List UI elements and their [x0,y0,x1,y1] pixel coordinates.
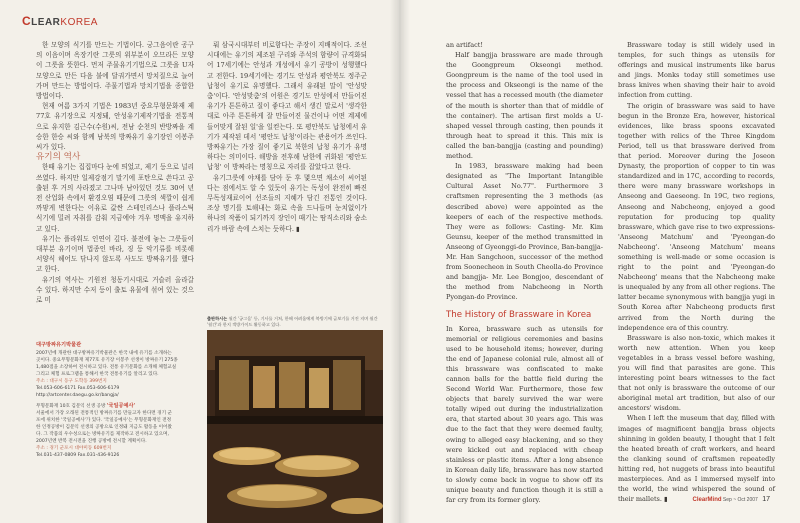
paragraph: 현재 여름 3가지 기법은 1983년 중요무형문화재 제77호 유기장으로 지정돼, 안성유기제작기법을 전통적으로 유지한 김근수(수원)씨, 전남 순천의 반방짜을 계승한 한승 씨와 함께 남북의 방짜유기 유기장인 이봉주씨가 있다. [36,102,194,152]
museum-info-box [36,342,194,514]
info-line: 1,480점을 소장하여 전시하고 있다. 전통 유기문화를 소개해 체험교실 [36,365,177,370]
info-line: 그리고 체험 프로그램을 통해서 한국 전통유기를 알리고 있다. [36,372,159,377]
paragraph: an artifact! [446,41,483,49]
brassware-photo [207,316,383,523]
paragraph: Half bangjja brassware are made through the Goongpreum Okseongi method. Goongpreum is the name of the tool used in the process and Okseongi is the name of the vessel that has a recessed mouth (the diameter of the mouth is shorter than that of middle of the container). The artisan first molds a U-shaped vessel through casting, then pounds it through heat to spread it this. This mix is called the ban-bangjja (casting and pounding) method. [446,51,603,161]
korean-column-2 [207,40,367,234]
museum-website-link[interactable]: http://artcenter.daegu.go.kr/bangja/ [36,393,119,398]
info-line: 서울에서 가장 오래된 전통적인 방짜유기를 만들고자 한다면 경기 군 [36,411,172,416]
section-heading-korean: 유기의 역사 [36,152,81,163]
museum-title: 대구방짜유기박물관 [36,342,82,348]
photo-caption: 출판하시는 월간 '궁그음' 등, 기사를 거쳐, 한해 어려움에게 북방기에 급보기를 거진 지며 월간 '월간'과 한지 객방가이드 활동하고 있다. [207,316,383,330]
paragraph: 뤄 삼국시대부터 비로함다는 주장이 지배적이다. 조선시대에는 유기의 제조된 구리와 주석의 함량이 규격화되어 17세기에는 안성과 개성에서 유기 공방이 성행했다고 전한다. 19세기에는 경기도 안성과 평안북도 정주군 납청이 유기로 유명했다. 그래서 유래된 말이 '안성맞춤'이다. '안성맞춤'의 어원은 경기도 안성에서 만들어진 유기가 튼튼하고 질이 좋다고 해서 생긴 말로서 '생각한 대로 아주 튼튼하게 잘 만들어진 물건이나 어떤 계제에 들어맞게 잘된 일'을 일컫는다. 또 평안북도 납청에서 유기가 제작된 데서 '평안도 납청'이라는 관용어가 쓰인다. 방짜유기는 가장 질이 좋기로 북한의 납청 유기가 유명하다는 의미이다. 해방을 전후해 남한에 귀화된 '평안도 납청' 이 방짜라는 명칭으로 자리를 잡았다고 한다. [207,41,367,172]
magazine-logo: CLEARKOREA [22,14,98,28]
paragraph: 한때 유기는 집집마다 눈에 띄었고, 제기 등으로 널리 쓰였다. 하지만 일제강점기 말기에 포탄으로 쓴다고 공출된 후 거의 사라졌고 그나마 남아있던 것도 30여 년 전 산업화 속에서 환경오염 때문에 그릇의 색깔이 쉽게 까맣게 변한다는 이유로 값싼 스테인리스나 플라스틱 식기에 밀려 자취를 감춰 지금에야 겨우 명맥을 유지하고 있다. [36,163,194,233]
paragraph: In 1983, brassware making had been designated as "The Important Intangible Cultural Asset No.77". Furthermore 3 craftsmen representing the 3 methods (as described above) were appointed as the keepers of each of the respective methods. They were as follows: Casting- Mr. Kim Geunsu, keeper of the method transmitted in Anseong of Gyeonggi-do Province, Ban-bangjja- Mr. Han Sangchoon, successor of the method from Soonecheon in South Cheolla-do Province and bangjja- Mr. Lee Bongjoo, descendant of the method from Nabcheong in North Pyongan-do Province. [446,162,603,302]
paragraph: In Korea, brassware such as utensils for memorial or religious ceremonies and basins used to be household items; however, during the end of Japanese colonial rule, almost all of this brassware was confiscated to make cannon balls for the battle field during the Second World War. Furthermore, those few objects that barely survived the war were totally wiped out during the industrialization era, that started about 30 years ago. This was due to the fact that they were deemed faulty, owing to alleged easy blackening, and so they were kicked out and replaced with cheap stainless or plastic items. After a long absence in Korean daily life, brassware has now started to slowly come back in vogue to show off its unique beauty and function though it is still a far cry from its former glory. [446,324,603,505]
info-line: 2007년에 개관한 대구방짜유기박물관은 한국 내에 유기를 소개하는 [36,351,172,356]
info-line: 한 인정공방이 김문익 선생의 공방으로 인정돼 지금도 활동을 이어왔 [36,425,172,430]
workshop-title: 무형문화재 10호 김문익 선생 공방 '국일공예사' [36,403,136,409]
brassware-display-illustration [207,316,383,523]
page-gutter [390,0,410,523]
info-line: 포에 위치한 '국일공예사'가 있다. '국일공예사'는 무형문화재인 전정 [36,418,172,423]
paragraph: 유기는 플라워도 인연이 깊다. 불전에 놓는 그릇들이 대부분 유기이며 법종인 바라, 징 등 악기류를 비롯해 서양식 헤어도 닦나지 않도록 사도도 방짜유기를 했다고 한다. [36,234,194,274]
museum-address: 주소 : 대구시 동구 도학동 399번지 [36,379,107,384]
paragraph: The origin of brassware was said to have begun in the Bronze Era, however, historical evidences, like brass spoons excavated together with relics of the Three Kingdom Period, tell us that brassware derived from that period. Moreover during the Joseon Dynasty, the proportion of copper to tin was standardized and in 17C, according to records, there were many brassware workshops in Anseong and Gaeseong. In 19C, two regions, Anseong and Nabcheong, enjoyed a good reputation for producing top quality brassware, which gave rise to two expressions-'Anseong Matchum' and 'Pyeongan-do Nabcheong'. 'Anseong Matchum' means something is well-made or some occasion is right to the point and 'Pyeongan-do Nabcheong' means that the Nabcheong make is unequaled by any from all other regions. The latter became synonymous with bangjja yugi in South Korea after Nabcheong products first arrived from the North during the independence era of this country. [618,101,775,332]
section-heading-history: The History of Brassware in Korea [446,310,592,321]
paragraph: Brassware today is still widely used in temples, for such things as utensils for offerings and musical instruments like barus and jings. Monks today still sometimes use brass knives when shaving their hair to avoid infection from cutting. [618,41,775,100]
paragraph: 유기그릇에 야채를 담아 둔 후 몇으면 채소이 씨어된다는 점에서도 알 수 있듯이 유기는 독성이 완전히 빠진 무독성재료이여 선조들의 지혜가 담긴 전통인 것이다. 조상 명기를 토해내는 화로 속을 드나들며 눈치없이가 하나의 작품이 되기까지 장인이 때기는 땀직소리와 숨소리가 바람 속에 스치는 듯하다. ▮ [207,173,367,233]
korean-column-1 [36,40,194,305]
info-line: 다. 그 작품의 우수성으로는 방짜유기를 제작하고 전시하고 있으며, [36,432,169,437]
workshop-address: 주소 : 경기 군포시 대야미동 609번지 [36,446,112,451]
museum-phone: Tel.053-606-6171 Fax.053-606-6179 [36,386,120,391]
workshop-phone: Tel.031-437-0809 Fax.031-436-9126 [36,453,120,458]
paragraph: Brassware is also non-toxic, which makes it worth new attention. When you keep vegetables in a brass vessel before washing, you will find that parasites are gone. This interesting point bears witnesses to the fact that not only is brassware the outcome of our aboriginal metal art tradition, but also of our ancestors' wisdom. [618,333,775,413]
paragraph: 유기의 역사는 기원전 청동기시대로 거슬러 올라갈 수 있다. 하지만 수저 등이 출토 유물에 섞여 있는 것으로 미 [36,275,194,305]
english-column-1 [446,40,603,505]
english-column-2 [618,40,775,504]
paragraph: 한 모양의 식기를 만드는 기법이다. 궁그음이란 공구의 이음이며 옥장기란 그릇의 위부분이 오므라든 모양이 그릇을 뜻한다. 먼저 주물유기기법으로 그릇을 U자 모양으로 만든 다음 불에 달궈가면서 망치질으로 늘어가며 만드는 방법이다. 주물기법과 망치기법을 종합한 방법이다. [36,41,194,101]
paragraph: When I left the museum that day, filled with images of magnificent bangjja brass objects shinning in golden beauty, I thought that I felt the heated breath of craft workers, and heard the clanking sound of craftsmen repeatedly hitting red, hot nuggets of brass into beautiful masterpieces. And as I immersed myself into the world, the wind whispered the sound of their mallets. ▮ [618,414,775,504]
page-folio: ClearMind Sep ~ Oct 2007 17 [692,496,770,503]
info-line: 곳이다. 중요무형문화재 제77호 유기장 이봉주 선생이 방짜유기 275종 [36,358,178,363]
info-line: 2007년엔 반복 전시전을 진행 공방에 전시할 계획이다. [36,439,147,444]
